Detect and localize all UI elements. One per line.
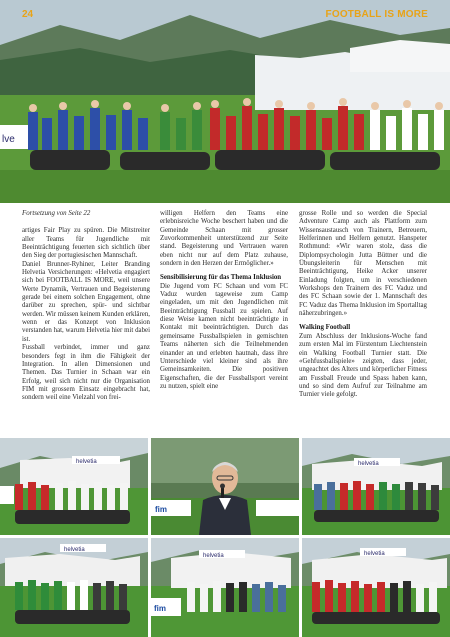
subheading: Sensibilisierung für das Thema Inklusion bbox=[160, 274, 282, 282]
gallery-photo-team-red bbox=[302, 538, 450, 637]
paragraph: Zum Abschluss der Inklusions-Woche fand zum ersten Mal im Fürstentum Liechtenstein ein Walking Football Turnier statt. Die «Gehfussballspiele» zeigten, dass jeder, ungeachtet des Alters und körperlicher Fitness am Fussball Freude und Spass haben kann, und so sind dem Aufruf zur Teilnahme am Turnier viele gefolgt. bbox=[299, 332, 427, 399]
paragraph: Fussball verbindet, immer und ganz besonders fegt in ihm die Fähigkeit der Integration. In allen Dimensionen und Themen. Das Turnier in Schaan war ein Erfolg, weil sich nicht nur die Organisation FIM mit grossem Einsatz eingebracht hat, sondern weil eine Vielzahl von frei- bbox=[22, 344, 150, 402]
hero-team-photo bbox=[0, 0, 450, 203]
article-column-2 bbox=[160, 210, 288, 391]
helvetia-banner-text: helvetia bbox=[64, 547, 85, 553]
paragraph: Daniel Brunner-Ryhiner, Leiter Branding Helvetia Versicherungen: «Helvetia engagiert sich bei FOOTBALL IS MORE, weil unsere Werte Dynamik, Vertrauen und Begeisterung gerade bei einem solchen Engagement, ohne darüber zu sprechen, spür- und sichtbar werden. Wir müssen keinem Kunden erklären, wenn er das Konzept von Inklusion verstanden hat, warum Helvetia hier mit dabei ist. bbox=[22, 260, 150, 343]
paragraph: artiges Fair Play zu spüren. Die Mitstreiter aller Teams für Jugendliche mit Beeinträchtigung feuerten sich sichtlich über den Sieg der portugiesischen Mannschaft. bbox=[22, 227, 150, 260]
page-number: 24 bbox=[22, 9, 34, 20]
section-title: FOOTBALL IS MORE bbox=[325, 9, 428, 20]
fim-banner-text: fim bbox=[154, 604, 166, 613]
gallery-photo-team-mixed bbox=[302, 438, 450, 535]
svg-text:lve: lve bbox=[2, 134, 15, 145]
continuation-note: Fortsetzung von Seite 22 bbox=[22, 210, 91, 217]
article-column-3 bbox=[299, 210, 427, 400]
gallery-photo-team-white bbox=[0, 438, 148, 535]
gallery-photo-walking-football bbox=[151, 538, 299, 637]
gallery-photo-team-green bbox=[0, 538, 148, 637]
paragraph: willigen Helfern den Teams eine erlebnisreiche Woche beschert haben und die Gemeinde Schaan mit grosser Zuvorkommenheit unterstützend zur Seite stand. Begeisterung und Vertrauen waren eben nicht nur auf dem Platz zuhause, sondern in den Herzen der Ermöglicher.» bbox=[160, 210, 288, 268]
photo-gallery bbox=[0, 438, 450, 637]
helvetia-banner-text: helvetia bbox=[364, 551, 385, 557]
subheading: Walking Football bbox=[299, 324, 351, 332]
helvetia-banner-text: helvetia bbox=[358, 461, 379, 467]
article-column-1 bbox=[22, 210, 150, 403]
helvetia-banner-text: helvetia bbox=[203, 553, 224, 559]
paragraph: Die Jugend vom FC Schaan und vom FC Vaduz wurden tageweise zum Camp eingeladen, um mit den Jugendlichen mit Beeinträchtigung Fussball zu spielen. Auf diese Weise kamen nicht beeinträchtigte in Kontakt mit beeinträchtigten. Durch das gemeinsame Fussballspielen in gemischten Teams näherten sich die Teilnehmenden einander an und erlebten hautnah, dass ihre Unterschiede viel kleiner sind als ihre Gemeinsamkeiten. Die positiven Eigenschaften, die der Fussballsport vereint zu nutzen, spielt eine bbox=[160, 282, 288, 390]
gallery-photo-speaker bbox=[151, 438, 299, 535]
helvetia-banner-text: helvetia bbox=[76, 459, 97, 465]
article-body bbox=[22, 210, 428, 428]
paragraph: grosse Rolle und so werden die Special Adventure Camp auch als Plattform zum Wissensaustausch von Trainern, Betreuern, Helferinnen und Helfern genutzt. Hanspeter Rothmund: «Wir waren stolz, dass die Diplompsychologin Jutta Büttner und die Übungsleiterin für Menschen mit Beeinträchtigung, Heike Acker unserer Einladung folgten, um in verschiedenen Workshops den Trainern des FC Vaduz und des FC Schaan sowie der 1. Mannschaft des FC Vaduz das Thema Inklusion im Sportalltag näherzubringen.» bbox=[299, 210, 427, 318]
fim-banner-text: fim bbox=[155, 505, 167, 514]
